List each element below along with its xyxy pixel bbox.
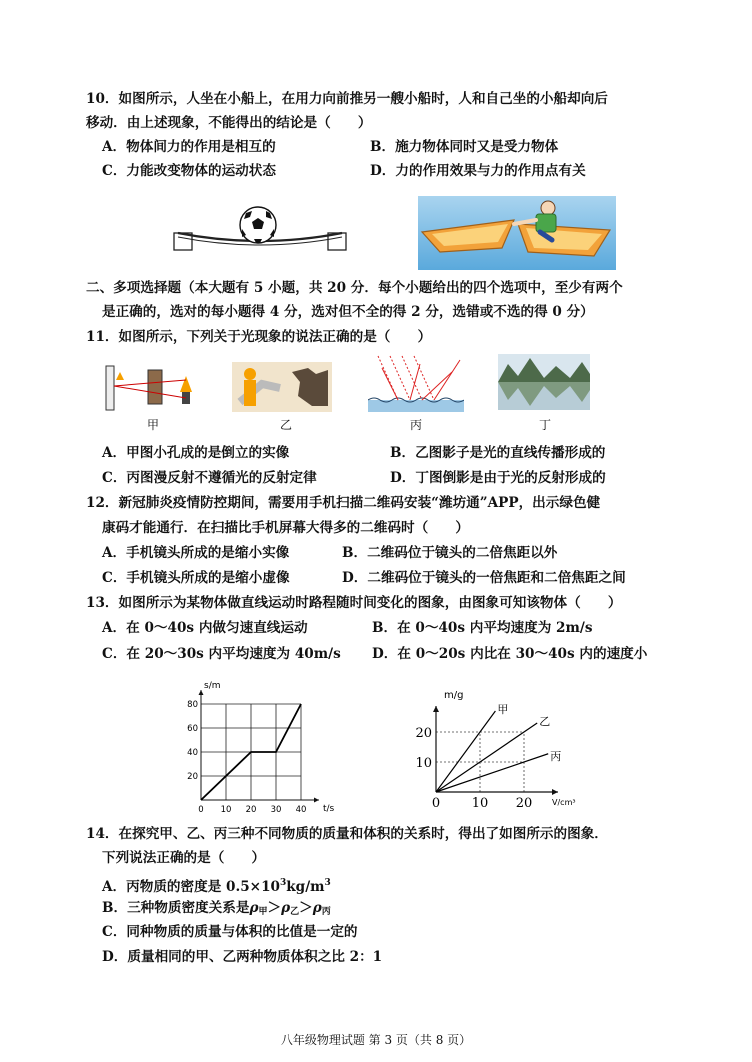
mv-series-lines <box>436 711 551 792</box>
water-reflection-photo <box>498 354 590 410</box>
q11-option-c: C．丙图漫反射不遵循光的反射定律 <box>102 470 317 486</box>
q12-stem-line1: 12．新冠肺炎疫情防控期间，需要用手机扫描二维码安装“潍坊通”APP，出示绿色健 <box>86 495 601 511</box>
mv-series-line <box>436 754 548 792</box>
q10-option-b: B．施力物体同时又是受力物体 <box>370 139 559 155</box>
boat-push-figure <box>418 196 616 270</box>
caption-yi: 乙 <box>279 418 292 432</box>
st-x-tick: 40 <box>295 805 307 815</box>
q12-option-b: B．二维码位于镜头的二倍焦距以外 <box>342 545 558 561</box>
q11-option-a: A．甲图小孔成的是倒立的实像 <box>102 445 290 461</box>
st-x-tick: 0 <box>198 805 204 815</box>
q14-option-d: D．质量相同的甲、乙两种物质体积之比 2：1 <box>102 949 383 965</box>
q13-option-c: C．在 20～30s 内平均速度为 40m/s <box>102 646 341 662</box>
mv-series-name: 丙 <box>550 749 562 763</box>
q10-stem-line1: 10．如图所示，人坐在小船上，在用力向前推另一艘小船时，人和自己坐的小船却向后 <box>86 91 608 107</box>
q11-option-d: D．丁图倒影是由于光的反射形成的 <box>390 470 606 486</box>
st-y-axis-label: s/m <box>204 681 221 691</box>
diffuse-reflection-figure <box>368 352 464 412</box>
q14-option-c: C．同种物质的质量与体积的比值是一定的 <box>102 924 358 940</box>
st-x-axis-label: t/s <box>323 804 335 814</box>
mv-y-axis-label: m/g <box>444 690 464 701</box>
q13-option-d: D．在 0～20s 内比在 30～40s 内的速度小 <box>372 646 648 662</box>
caption-jia: 甲 <box>146 418 159 432</box>
q14-stem-line2: 下列说法正确的是（ ） <box>102 850 266 866</box>
st-x-arrow <box>314 798 319 803</box>
mv-x-tick: 20 <box>515 796 533 811</box>
q13-option-a: A．在 0～40s 内做匀速直线运动 <box>102 620 308 636</box>
q13-option-b: B．在 0～40s 内平均速度为 2m/s <box>372 620 593 636</box>
q14-a-text: A．丙物质的密度是 0.5×10 <box>102 879 280 895</box>
st-y-tick: 40 <box>187 748 198 758</box>
mv-x-tick: 10 <box>471 796 489 811</box>
q14-b-text: B．三种物质密度关系是 <box>102 900 250 916</box>
st-y-tick: 60 <box>187 724 198 734</box>
distance-time-chart <box>180 676 350 816</box>
mv-x-arrow <box>552 789 558 795</box>
rho-symbol: ρ <box>281 900 291 916</box>
mv-series-line <box>436 723 537 792</box>
q14-option-b: B．三种物质密度关系是$\rho_甲>\rho_乙>\rho_丙$ <box>102 900 331 917</box>
section2-heading-line1: 二、多项选择题（本大题有 5 小题，共 20 分．每个小题给出的四个选项中，至少有两个 <box>86 280 623 296</box>
mv-x-tick: 0 <box>431 796 441 811</box>
mv-y-tick: 10 <box>415 756 432 771</box>
q10-option-c: C．力能改变物体的运动状态 <box>102 163 276 179</box>
st-x-tick: 20 <box>245 805 257 815</box>
page-footer: 八年级物理试题 第 3 页（共 8 页） <box>280 1033 472 1047</box>
q11-option-b: B．乙图影子是光的直线传播形成的 <box>390 445 606 461</box>
q14-a-unit: kg/m <box>286 879 325 895</box>
section2-heading-line2: 是正确的，选对的每小题得 4 分，选对但不全的得 2 分，选错或不选的得 0 分） <box>102 304 594 320</box>
mv-series-line <box>436 711 495 792</box>
shadow-puppet-figure <box>232 362 332 412</box>
q13-stem: 13．如图所示为某物体做直线运动时路程随时间变化的图象，由图象可知该物体（ ） <box>86 595 622 611</box>
q12-stem-line2: 康码才能通行．在扫描比手机屏幕大得多的二维码时（ ） <box>102 520 470 536</box>
mv-series-name: 甲 <box>497 703 509 716</box>
st-tick-labels <box>187 700 306 815</box>
mv-series-name: 乙 <box>539 715 551 728</box>
q12-option-a: A．手机镜头所成的是缩小实像 <box>102 545 290 561</box>
mass-volume-chart <box>414 688 594 816</box>
st-y-tick: 80 <box>187 700 198 710</box>
q14-stem-line1: 14．在探究甲、乙、丙三种不同物质的质量和体积的关系时，得出了如图所示的图象． <box>86 826 608 842</box>
q12-option-d: D．二维码位于镜头的一倍焦距和二倍焦距之间 <box>342 570 626 586</box>
q12-option-c: C．手机镜头所成的是缩小虚像 <box>102 570 290 586</box>
pinhole-camera-figure <box>104 362 198 412</box>
rho-symbol: ρ <box>249 900 259 916</box>
st-x-tick: 10 <box>220 805 232 815</box>
ball-on-board-figure <box>168 205 352 261</box>
mv-y-arrow <box>433 706 439 712</box>
st-y-tick: 20 <box>187 772 198 782</box>
q10-option-d: D．力的作用效果与力的作用点有关 <box>370 163 586 179</box>
q10-stem-line2: 移动．由上述现象，不能得出的结论是（ ） <box>86 115 372 131</box>
q14-a-unit-exponent: 3 <box>324 878 331 888</box>
st-y-arrow <box>199 690 204 695</box>
caption-bing: 丙 <box>409 418 422 432</box>
mv-x-axis-label: V/cm³ <box>552 798 576 807</box>
rho-symbol: ρ <box>312 900 322 916</box>
mv-y-tick: 20 <box>415 726 432 741</box>
q10-option-a: A．物体间力的作用是相互的 <box>102 139 276 155</box>
mv-series-names <box>497 703 561 763</box>
q14-option-a <box>102 874 331 896</box>
q11-stem: 11．如图所示，下列关于光现象的说法正确的是（ ） <box>86 329 432 345</box>
st-x-tick: 30 <box>270 805 282 815</box>
q14-a-exponent: 3 <box>280 878 287 888</box>
soccer-ball-icon <box>240 207 276 243</box>
caption-ding: 丁 <box>538 418 551 432</box>
